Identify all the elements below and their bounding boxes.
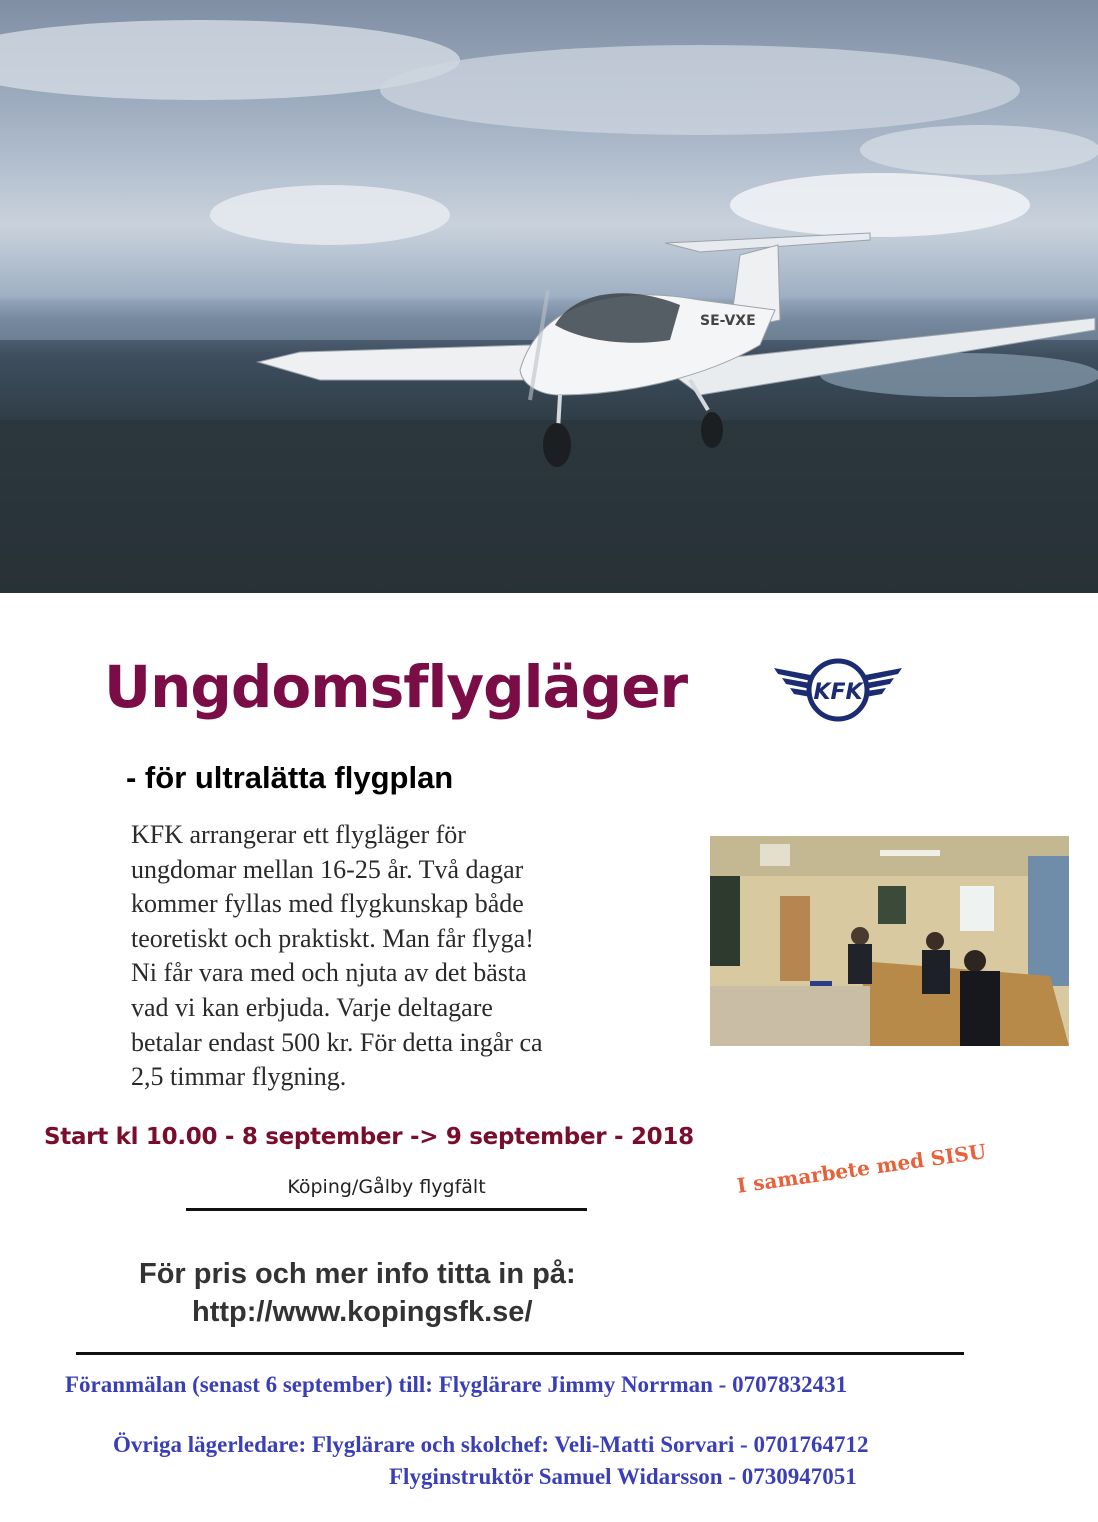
info-prompt: För pris och mer info titta in på: — [139, 1258, 576, 1290]
description-line: betalar endast 500 kr. För detta ingår ca — [131, 1027, 543, 1057]
aircraft-photo-illustration — [0, 0, 1098, 593]
divider-short — [186, 1208, 587, 1211]
website-link[interactable]: http://www.kopingsfk.se/ — [192, 1296, 533, 1328]
kfk-logo — [770, 654, 906, 726]
instructor-contact: Flyginstruktör Samuel Widarsson - 0730947051 — [389, 1464, 857, 1489]
description-line: teoretiskt och praktiskt. Man får flyga! — [131, 923, 534, 953]
classroom-photo-illustration — [710, 836, 1069, 1046]
registration-contact: Föranmälan (senast 6 september) till: Flyglärare Jimmy Norrman - 0707832431 — [65, 1372, 848, 1397]
aircraft-registration: SE-VXE — [700, 313, 756, 329]
description-line: vad vi kan erbjuda. Varje deltagare — [131, 992, 493, 1022]
other-leaders-contact: Övriga lägerledare: Flyglärare och skolchef: Veli-Matti Sorvari - 0701764712 — [113, 1432, 869, 1457]
divider-long — [76, 1352, 964, 1355]
description-line: Ni får vara med och njuta av det bästa — [131, 958, 527, 988]
description-line: 2,5 timmar flygning. — [131, 1062, 347, 1092]
description-paragraph — [131, 818, 691, 1095]
hero-photo — [0, 0, 1098, 593]
event-location: Köping/Gålby flygfält — [287, 1176, 486, 1198]
sisu-cooperation-note: I samarbete med SISU — [735, 1139, 988, 1198]
subtitle: - för ultralätta flygplan — [126, 760, 454, 795]
event-dates: Start kl 10.00 - 8 september -> 9 september - 2018 — [44, 1124, 694, 1150]
kfk-wings-logo-icon — [770, 654, 906, 726]
description-line: ungdomar mellan 16-25 år. Två dagar — [131, 854, 524, 884]
description-line: kommer fyllas med flygkunskap både — [131, 889, 524, 919]
logo-text: KFK — [813, 680, 863, 705]
description-line: KFK arrangerar ett flygläger för — [131, 820, 466, 849]
classroom-photo — [710, 836, 1069, 1046]
page-title: Ungdomsflygläger — [104, 653, 688, 721]
